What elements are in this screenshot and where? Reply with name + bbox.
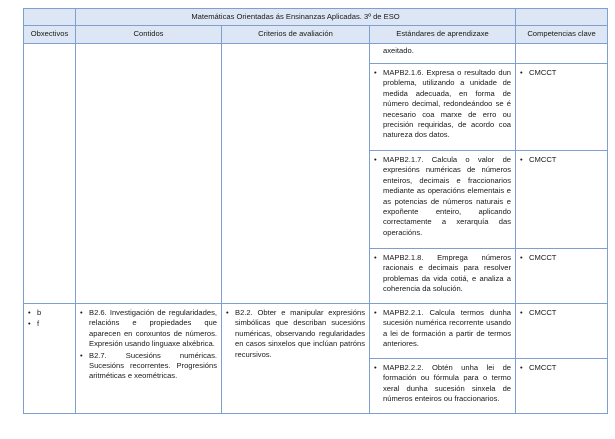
objective-item: • b: [28, 308, 71, 318]
competence-item: • CMCCT: [520, 68, 603, 78]
competences-cell: [516, 359, 608, 414]
criteria-cell: [222, 304, 370, 414]
table-row: [24, 44, 608, 64]
column-header-criteria: Criterios de avaliación: [222, 26, 370, 44]
standard-cell: [370, 249, 516, 304]
table-row: [24, 304, 608, 359]
competences-cell: [516, 64, 608, 151]
table-title-row: [24, 9, 608, 26]
competence-item: • CMCCT: [520, 363, 603, 373]
standard-text: • MAPB2.2.1. Calcula termos dunha sucesión numérica recorrente usando a lei de formación a partir de termos anteriores.: [374, 308, 511, 350]
objectives-cell: [24, 44, 76, 304]
content-item: • B2.7. Sucesións numéricas. Sucesións recorrentes. Progresións aritméticas e xeométricas.: [80, 351, 217, 382]
objective-item: • f: [28, 319, 71, 329]
standard-text: • MAPB2.1.8. Emprega números racionais e decimais para resolver problemas da vida cotiá, e analiza a coherencia da solución.: [374, 253, 511, 295]
competences-cell: [516, 151, 608, 249]
table-corner-cell: [24, 9, 76, 26]
curriculum-table: [23, 8, 608, 414]
column-header-row: [24, 26, 608, 44]
competences-cell: [516, 304, 608, 359]
table-title: Matemáticas Orientadas ás Ensinanzas Aplicadas. 3º de ESO: [76, 9, 516, 26]
competence-item: • CMCCT: [520, 155, 603, 165]
column-header-objectives: Obxectivos: [24, 26, 76, 44]
competence-item: • CMCCT: [520, 253, 603, 263]
standard-text: • MAPB2.1.6. Expresa o resultado dun problema, utilizando a unidade de medida adecuada, en forma de número decimal, redondeándoo se é necesario coa marxe de erro ou precisión requiridas, de acordo coa natureza dos datos.: [374, 68, 511, 141]
column-header-contents: Contidos: [76, 26, 222, 44]
objectives-cell: [24, 304, 76, 414]
standard-cell: [370, 44, 516, 64]
content-item: • B2.6. Investigación de regularidades, relacións e propiedades que aparecen en conxuntos de números. Expresión usando linguaxe alxébrica.: [80, 308, 217, 350]
contents-cell: [76, 44, 222, 304]
criterion-item: • B2.2. Obter e manipular expresións simbólicas que describan sucesións numéricas, observando regularidades en casos sinxelos que inclúan patróns recursivos.: [226, 308, 365, 360]
column-header-competences: Competencias clave: [516, 26, 608, 44]
column-header-standards: Estándares de aprendizaxe: [370, 26, 516, 44]
standard-text: • MAPB2.1.7. Calcula o valor de expresións numéricas de números enteiros, decimais e fraccionarios mediante as operacións elementais e as potencias de números naturais e expoñente enteiro, aplicando correctamente a xerarquía das operacións.: [374, 155, 511, 238]
standard-text: • MAPB2.2.2. Obtén unha lei de formación ou fórmula para o termo xeral dunha sucesión sinxela de números enteiros ou fraccionarios.: [374, 363, 511, 405]
competences-cell: [516, 249, 608, 304]
competences-cell: [516, 44, 608, 64]
criteria-cell: [222, 44, 370, 304]
standard-cell: [370, 64, 516, 151]
competence-item: • CMCCT: [520, 308, 603, 318]
contents-cell: [76, 304, 222, 414]
standard-cell: [370, 359, 516, 414]
standard-text: axeitado.: [383, 46, 414, 55]
standard-cell: [370, 151, 516, 249]
standard-cell: [370, 304, 516, 359]
table-corner-cell: [516, 9, 608, 26]
